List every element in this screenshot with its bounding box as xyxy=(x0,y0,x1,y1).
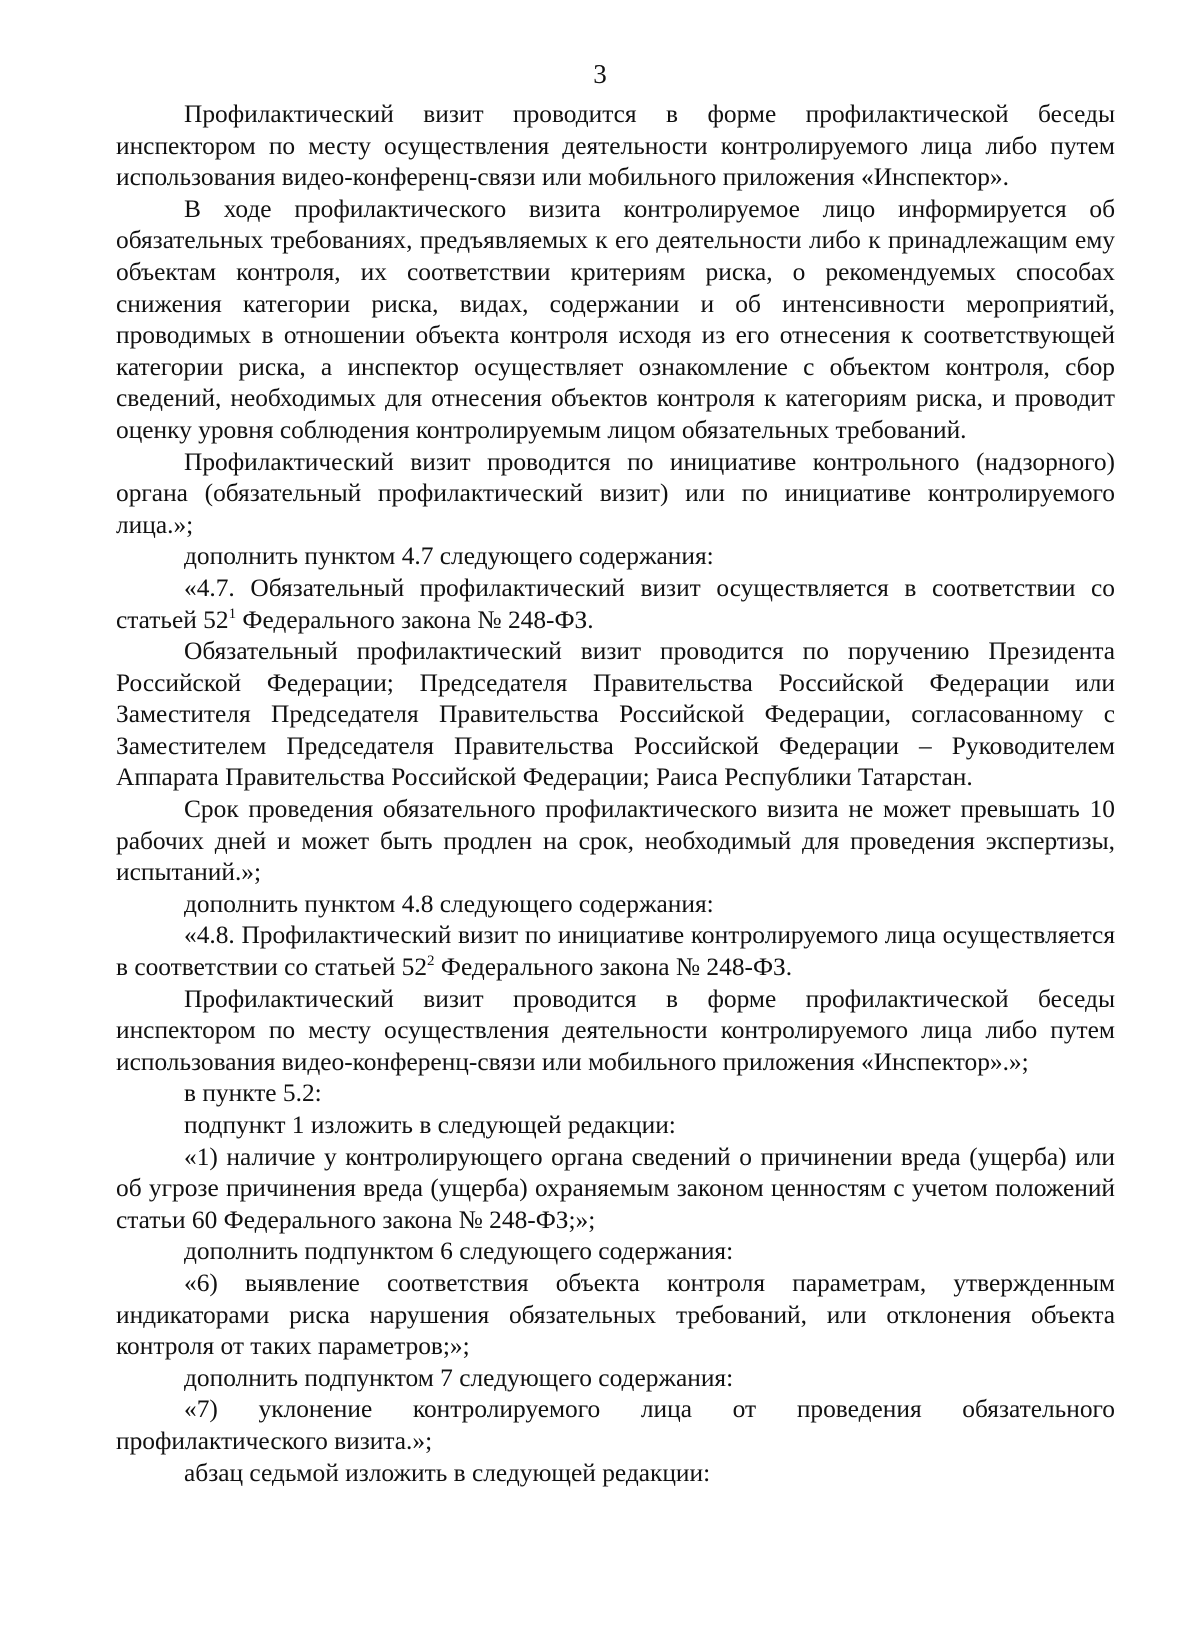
paragraph: подпункт 1 изложить в следующей редакции: xyxy=(184,1111,676,1139)
paragraph: в пункте 5.2: xyxy=(184,1079,322,1108)
paragraph xyxy=(116,573,1115,636)
paragraph xyxy=(116,920,1115,983)
paragraph: дополнить подпунктом 6 следующего содержания: xyxy=(184,1237,734,1266)
paragraph-text: Федерального закона № 248-ФЗ. xyxy=(236,605,594,634)
paragraph-text: «4.7. Обязательный профилактический визит осуществляется в соответствии со статьей 52 xyxy=(116,573,1115,634)
paragraph-text: «4.8. Профилактический визит по инициативе контролируемого лица осуществляется в соответствии со статьей 52 xyxy=(116,921,1115,982)
paragraph: Профилактический визит проводится по инициативе контрольного (надзорного) органа (обязательный профилактический визит) или по инициативе контролируемого лица.»; xyxy=(116,447,1115,539)
paragraph: дополнить подпунктом 7 следующего содержания: xyxy=(184,1363,734,1392)
page-number: 3 xyxy=(593,59,607,89)
paragraph: дополнить пунктом 4.8 следующего содержания: xyxy=(184,889,714,918)
paragraph: В ходе профилактического визита контролируемое лицо информируется об обязательных требованиях, предъявляемых к его деятельности либо к принадлежащим ему объектам контроля, их соответствии критериям риска, о рекомендуемых способах снижения категории риска, видах, содержании и об интенсивности мероприятий, проводимых в отношении объекта контроля исходя из его отнесения к соответствующей категории риска, а инспектор осуществляет ознакомление с объектом контроля, сбор сведений, необходимых для отнесения объектов контроля к категориям риска, и проводит оценку уровня соблюдения контролируемым лицом обязательных требований. xyxy=(116,194,1115,444)
paragraph: дополнить пунктом 4.7 следующего содержания: xyxy=(184,542,714,571)
superscript: 1 xyxy=(228,605,237,622)
paragraph: Профилактический визит проводится в форме профилактической беседы инспектором по месту осуществления деятельности контролируемого лица либо путем использования видео-конференц-связи или мобильного приложения «Инспектор». xyxy=(116,100,1115,192)
paragraph: Профилактический визит проводится в форме профилактической беседы инспектором по месту осуществления деятельности контролируемого лица либо путем использования видео-конференц-связи или мобильного приложения «Инспектор».»; xyxy=(116,984,1115,1076)
paragraph: Срок проведения обязательного профилактического визита не может превышать 10 рабочих дней и может быть продлен на срок, необходимый для проведения экспертизы, испытаний.»; xyxy=(116,795,1115,887)
paragraph: «1) наличие у контролирующего органа сведений о причинении вреда (ущерба) или об угрозе причинения вреда (ущерба) охраняемым законом ценностям с учетом положений статьи 60 Федерального закона № 248-ФЗ;»; xyxy=(116,1142,1115,1234)
paragraph: «6) выявление соответствия объекта контроля параметрам, утвержденным индикаторами риска нарушения обязательных требований, или отклонения объекта контроля от таких параметров;»; xyxy=(116,1268,1115,1361)
paragraph-text: Федерального закона № 248-ФЗ. xyxy=(434,953,793,982)
paragraph: Обязательный профилактический визит проводится по поручению Президента Российской Федерации; Председателя Правительства Российской Федерации или Заместителя Председателя Правительства Российской Федерации, согласованному с Заместителем Председателя Правительства Российской Федерации – Руководителем Аппарата Правительства Российской Федерации; Раиса Республики Татарстан. xyxy=(116,637,1115,792)
paragraph: абзац седьмой изложить в следующей редакции: xyxy=(184,1458,711,1487)
document-body xyxy=(116,99,1115,1489)
superscript: 2 xyxy=(427,953,435,970)
paragraph: «7) уклонение контролируемого лица от проведения обязательного профилактического визита.»; xyxy=(116,1395,1115,1455)
